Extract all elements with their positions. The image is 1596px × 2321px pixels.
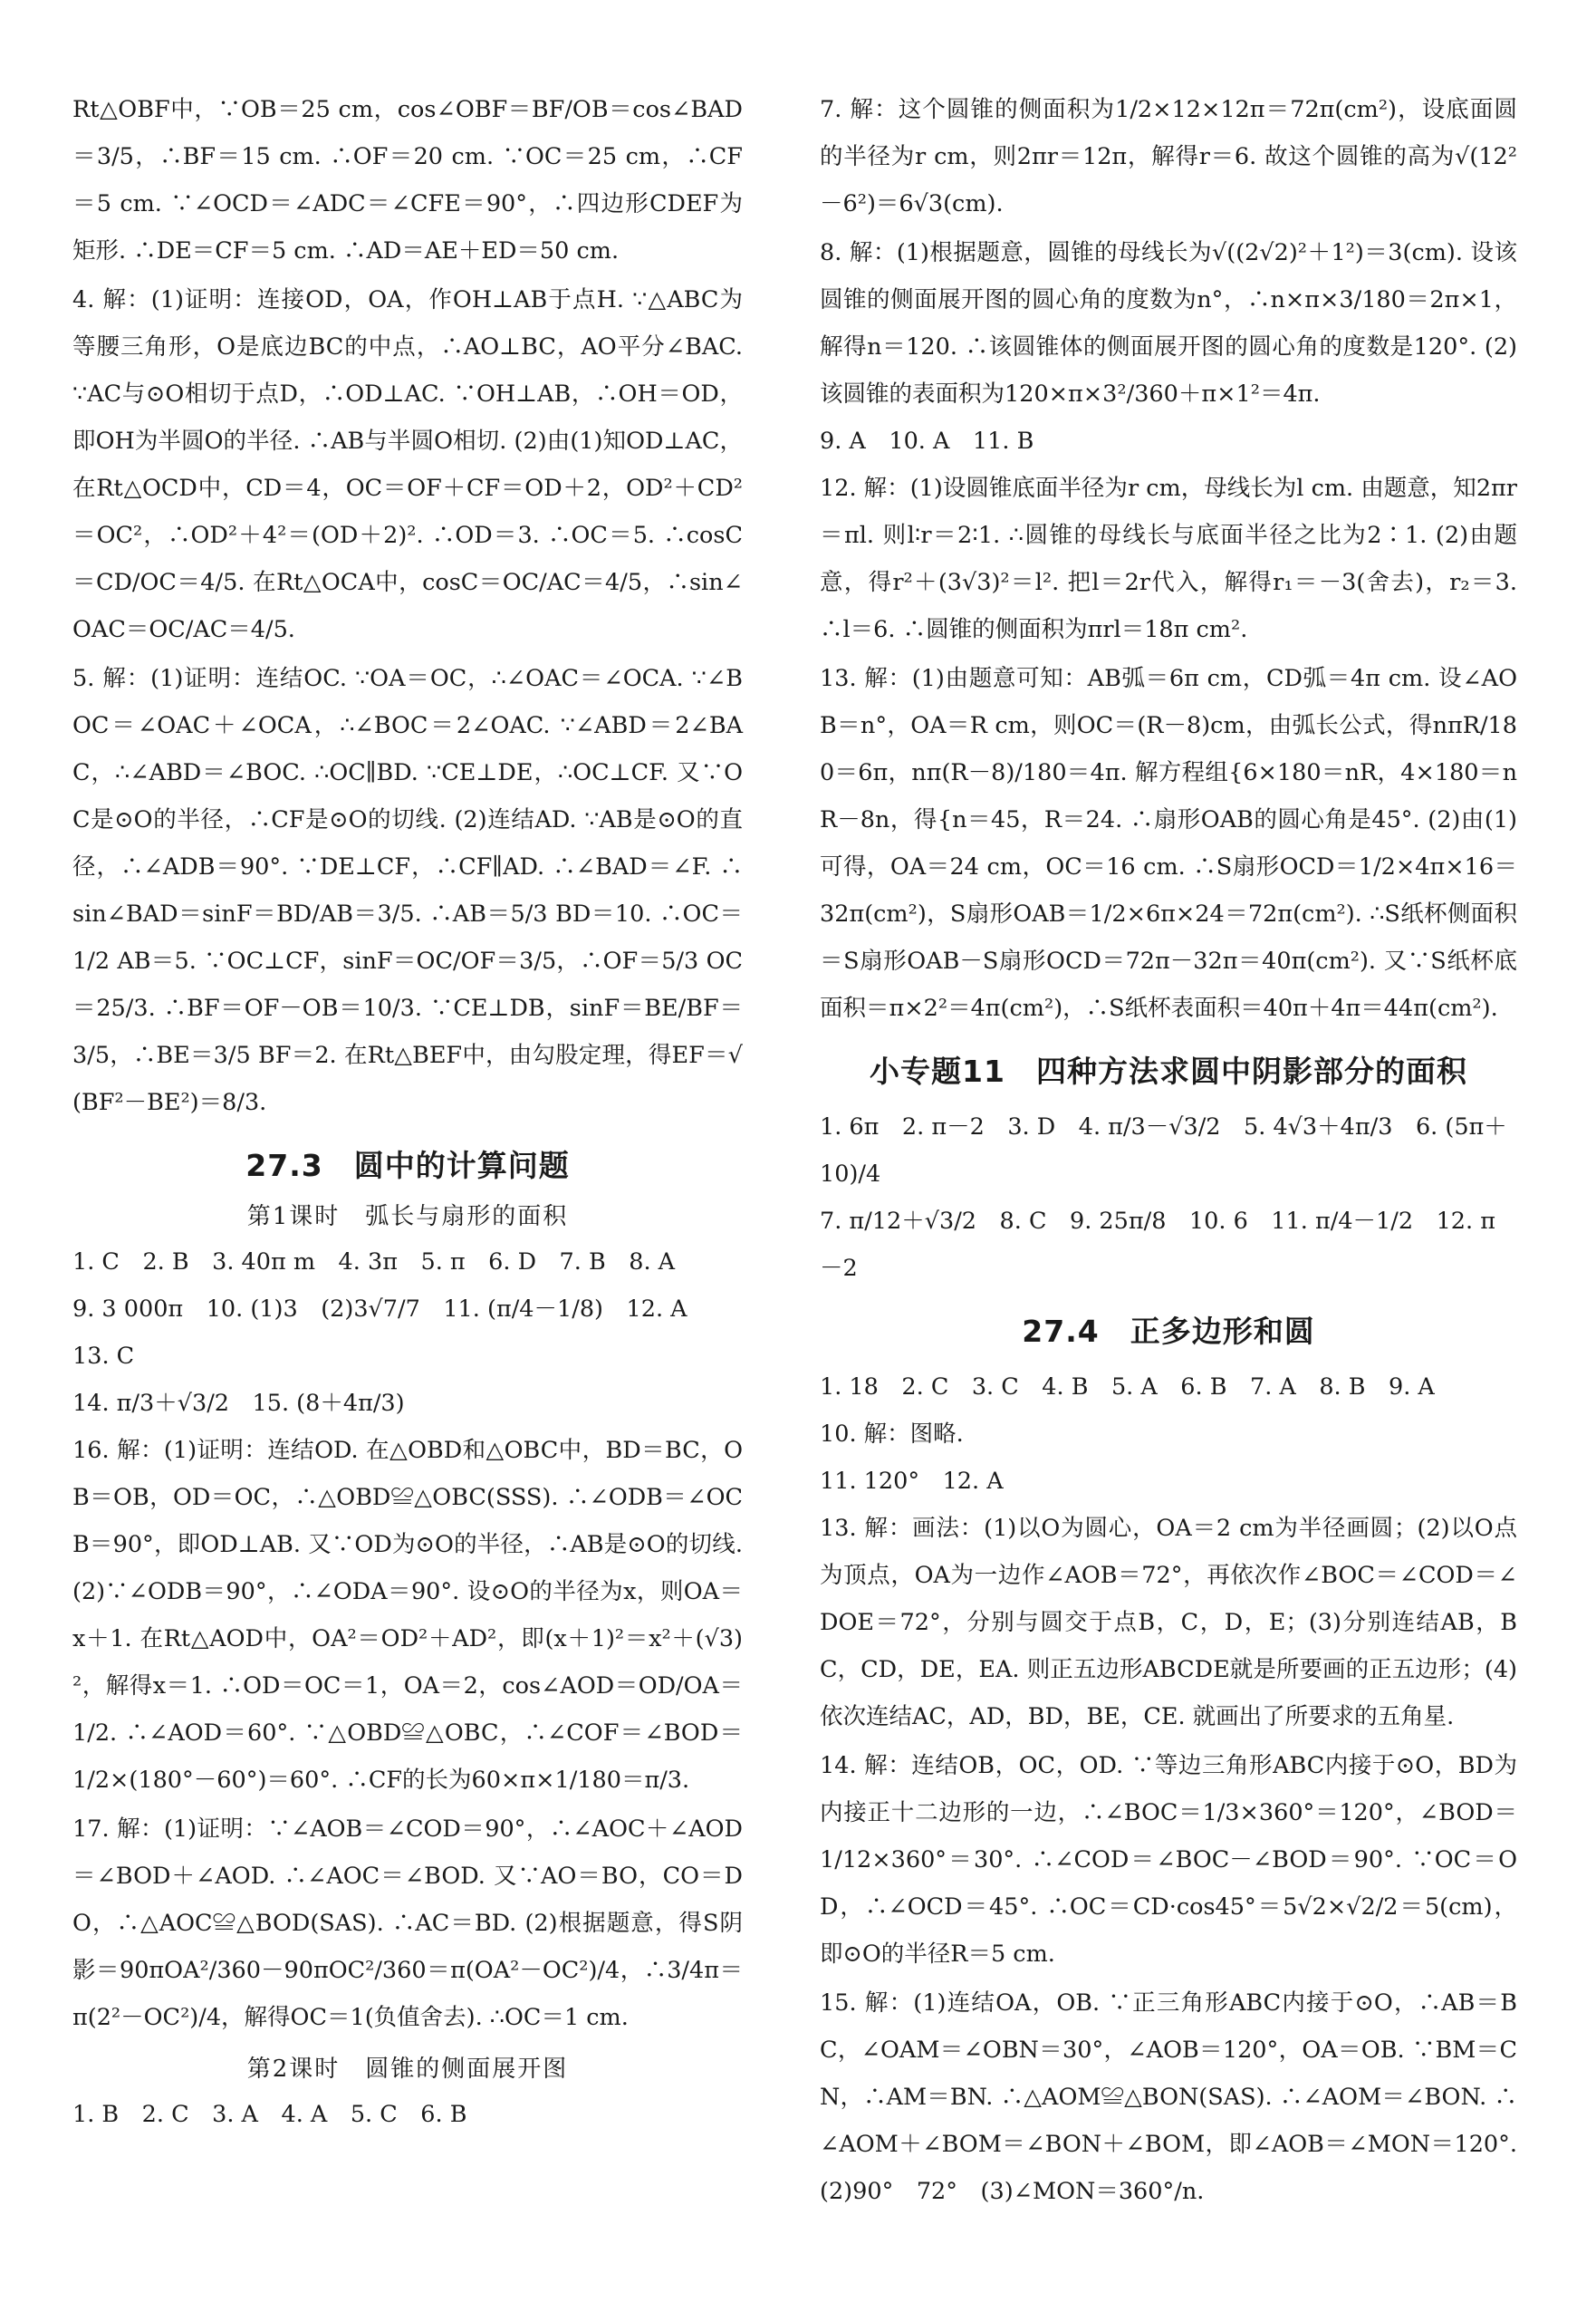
right-para-4: 13. 解：(1)由题意可知：AB弧＝6π cm，CD弧＝4π cm. 设∠AOB＝n°，OA＝R cm，则OC＝(R－8)cm，由弧长公式，得nπR/180＝6π，nπ(R－8)/180＝4π. 解方程组{6×180＝nR，4×180＝nR－8n，得{n＝45，R＝24. ∴扇形OAB的圆心角是45°. (2)由(1)可得，OA＝24 cm，OC＝16 cm. ∴S扇形OCD＝1/2×4π×16＝32π(cm²)，S扇形OAB＝1/2×6π×24＝72π(cm²). ∴S纸杯侧面积＝S扇形OAB－S扇形OCD＝72π－32π＝40π(cm²). 又∵S纸杯底面积＝π×2²＝4π(cm²)，∴S纸杯表面积＝40π＋4π＝44π(cm²). [820,665,1517,1022]
left-para-0: Rt△OBF中，∵OB＝25 cm，cos∠OBF＝BF/OB＝cos∠BAD＝3/5，∴BF＝15 cm. ∴OF＝20 cm. ∵OC＝25 cm，∴CF＝5 cm. ∵∠OCD＝∠ADC＝∠CFE＝90°，∴四边形CDEF为矩形. ∴DE＝CF＝5 cm. ∴AD＝AE＋ED＝50 cm. [72,96,743,265]
right-answers-7: 7. π/12＋√3/2 8. C 9. 25π/8 10. 6 11. π/4－1/2 12. π－2 [820,1208,1495,1282]
right-heading-5: 小专题11 四种方法求圆中阴影部分的面积 [870,1054,1467,1089]
right-para-3: 12. 解：(1)设圆锥底面半径为r cm，母线长为l cm. 由题意，知2πr＝πl. 则l∶r＝2∶1. ∴圆锥的母线长与底面半径之比为2∶1. (2)由题意，得r²＋(3√3)²＝l². 把l＝2r代入，解得r₁＝－3(舍去)，r₂＝3. ∴l＝6. ∴圆锥的侧面积为πrl＝18π cm². [820,475,1517,643]
left-subheading-10: 第2课时 圆锥的侧面展开图 [246,2056,569,2083]
right-para-13: 14. 解：连结OB，OC，OD. ∵等边三角形ABC内接于⊙O，BD为内接正十二边形的一边，∴∠BOC＝1/3×360°＝120°，∠BOD＝1/12×360°＝30°. ∴∠COD＝∠BOC－∠BOD＝90°. ∵OC＝OD，∴∠OCD＝45°. ∴OC＝CD·cos45°＝5√2×√2/2＝5(cm)，即⊙O的半径R＝5 cm. [820,1752,1517,1968]
left-column [72,86,743,2138]
left-para-1: 4. 解：(1)证明：连接OD，OA，作OH⊥AB于点H. ∵△ABC为等腰三角形，O是底边BC的中点，∴AO⊥BC，AO平分∠BAC. ∵AC与⊙O相切于点D，∴OD⊥AC. ∵OH⊥AB，∴OH＝OD，即OH为半圆O的半径. ∴AB与半圆O相切. (2)由(1)知OD⊥AC，在Rt△OCD中，CD＝4，OC＝OF＋CF＝OD＋2，OD²＋CD²＝OC²，∴OD²＋4²＝(OD＋2)². ∴OD＝3. ∴OC＝5. ∴cosC＝CD/OC＝4/5. 在Rt△OCA中，cosC＝OC/AC＝4/5，∴sin∠OAC＝OC/AC＝4/5. [72,286,743,643]
left-para-8: 16. 解：(1)证明：连结OD. 在△OBD和△OBC中，BD＝BC，OB＝OB，OD＝OC，∴△OBD≌△OBC(SSS). ∴∠ODB＝∠OCB＝90°，即OD⊥AB. 又∵OD为⊙O的半径，∴AB是⊙O的切线. (2)∵∠ODB＝90°，∴∠ODA＝90°. 设⊙O的半径为x，则OA＝x＋1. 在Rt△AOD中，OA²＝OD²＋AD²，即(x＋1)²＝x²＋(√3)²，解得x＝1. ∴OD＝OC＝1，OA＝2，cos∠AOD＝OD/OA＝1/2. ∴∠AOD＝60°. ∵△OBD≌△OBC，∴∠COF＝∠BOD＝1/2×(180°－60°)＝60°. ∴CF的长为60×π×1/180＝π/3. [72,1437,743,1794]
left-answers-6: 9. 3 000π 10. (1)3 (2)3√7/7 11. (π/4－1/8) 12. A 13. C [72,1295,711,1370]
left-answers-5: 1. C 2. B 3. 40π m 4. 3π 5. π 6. D 7. B 8. A [72,1248,676,1276]
right-answers-2: 9. A 10. A 11. B [820,428,1034,455]
right-para-12: 13. 解：画法：(1)以O为圆心，OA＝2 cm为半径画圆；(2)以O点为顶点，OA为一边作∠AOB＝72°，再依次作∠BOC＝∠COD＝∠DOE＝72°，分别与圆交于点B，C，D，E；(3)分别连结AB，BC，CD，DE，EA. 则正五边形ABCDE就是所要画的正五边形；(4)依次连结AC，AD，BD，BE，CE. 就画出了所要求的五角星. [820,1515,1517,1730]
left-heading-3: 27.3 圆中的计算问题 [245,1148,570,1183]
left-answers-7: 14. π/3＋√3/2 15. (8＋4π/3) [72,1390,405,1417]
right-para-14: 15. 解：(1)连结OA，OB. ∵正三角形ABC内接于⊙O，∴AB＝BC，∠OAM＝∠OBN＝30°，∠AOB＝120°，OA＝OB. ∵BM＝CN，∴AM＝BN. ∴△AOM≌△BON(SAS). ∴∠AOM＝∠BON. ∴∠AOM＋∠BOM＝∠BON＋∠BOM，即∠AOB＝∠MON＝120°. (2)90° 72° (3)∠MON＝360°/n. [820,1989,1517,2205]
right-column [820,86,1517,2215]
right-answers-11: 11. 120° 12. A [820,1468,1004,1495]
right-para-0: 7. 解：这个圆锥的侧面积为1/2×12×12π＝72π(cm²)，设底面圆的半径为r cm，则2πr＝12π，解得r＝6. 故这个圆锥的高为√(12²－6²)＝6√3(cm). [820,96,1517,217]
left-answers-11: 1. B 2. C 3. A 4. A 5. C 6. B [72,2101,467,2128]
right-para-1: 8. 解：(1)根据题意，圆锥的母线长为√((2√2)²＋1²)＝3(cm). 设该圆锥的侧面展开图的圆心角的度数为n°，∴n×π×3/180＝2π×1，解得n＝120. ∴该圆锥体的侧面展开图的圆心角的度数是120°. (2)该圆锥的表面积为120×π×3²/360＋π×1²＝4π. [820,239,1517,408]
right-answers-10: 10. 解：图略. [820,1421,964,1448]
right-answers-9: 1. 18 2. C 3. C 4. B 5. A 6. B 7. A 8. B 9. A [820,1373,1435,1401]
left-para-9: 17. 解：(1)证明：∵∠AOB＝∠COD＝90°，∴∠AOC＋∠AOD＝∠BOD＋∠AOD. ∴∠AOC＝∠BOD. 又∵AO＝BO，CO＝DO，∴△AOC≌△BOD(SAS). ∴AC＝BD. (2)根据题意，得S阴影＝90πOA²/360－90πOC²/360＝π(OA²－OC²)/4，∴3/4π＝π(2²－OC²)/4，解得OC＝1(负值舍去). ∴OC＝1 cm. [72,1815,743,2031]
right-answers-6: 1. 6π 2. π－2 3. D 4. π/3－√3/2 5. 4√3＋4π/3 6. (5π＋10)/4 [820,1113,1507,1188]
left-subheading-4: 第1课时 弧长与扇形的面积 [246,1203,569,1230]
right-heading-8: 27.4 正多边形和圆 [1022,1314,1315,1349]
left-para-2: 5. 解：(1)证明：连结OC. ∵OA＝OC，∴∠OAC＝∠OCA. ∵∠BOC＝∠OAC＋∠OCA，∴∠BOC＝2∠OAC. ∵∠ABD＝2∠BAC，∴∠ABD＝∠BOC. ∴OC∥BD. ∵CE⊥DE，∴OC⊥CF. 又∵OC是⊙O的半径，∴CF是⊙O的切线. (2)连结AD. ∵AB是⊙O的直径，∴∠ADB＝90°. ∵DE⊥CF，∴CF∥AD. ∴∠BAD＝∠F. ∴sin∠BAD＝sinF＝BD/AB＝3/5. ∴AB＝5/3 BD＝10. ∴OC＝1/2 AB＝5. ∵OC⊥CF，sinF＝OC/OF＝3/5，∴OF＝5/3 OC＝25/3. ∴BF＝OF－OB＝10/3. ∵CE⊥DB，sinF＝BE/BF＝3/5，∴BE＝3/5 BF＝2. 在Rt△BEF中，由勾股定理，得EF＝√(BF²－BE²)＝8/3. [72,665,743,1116]
